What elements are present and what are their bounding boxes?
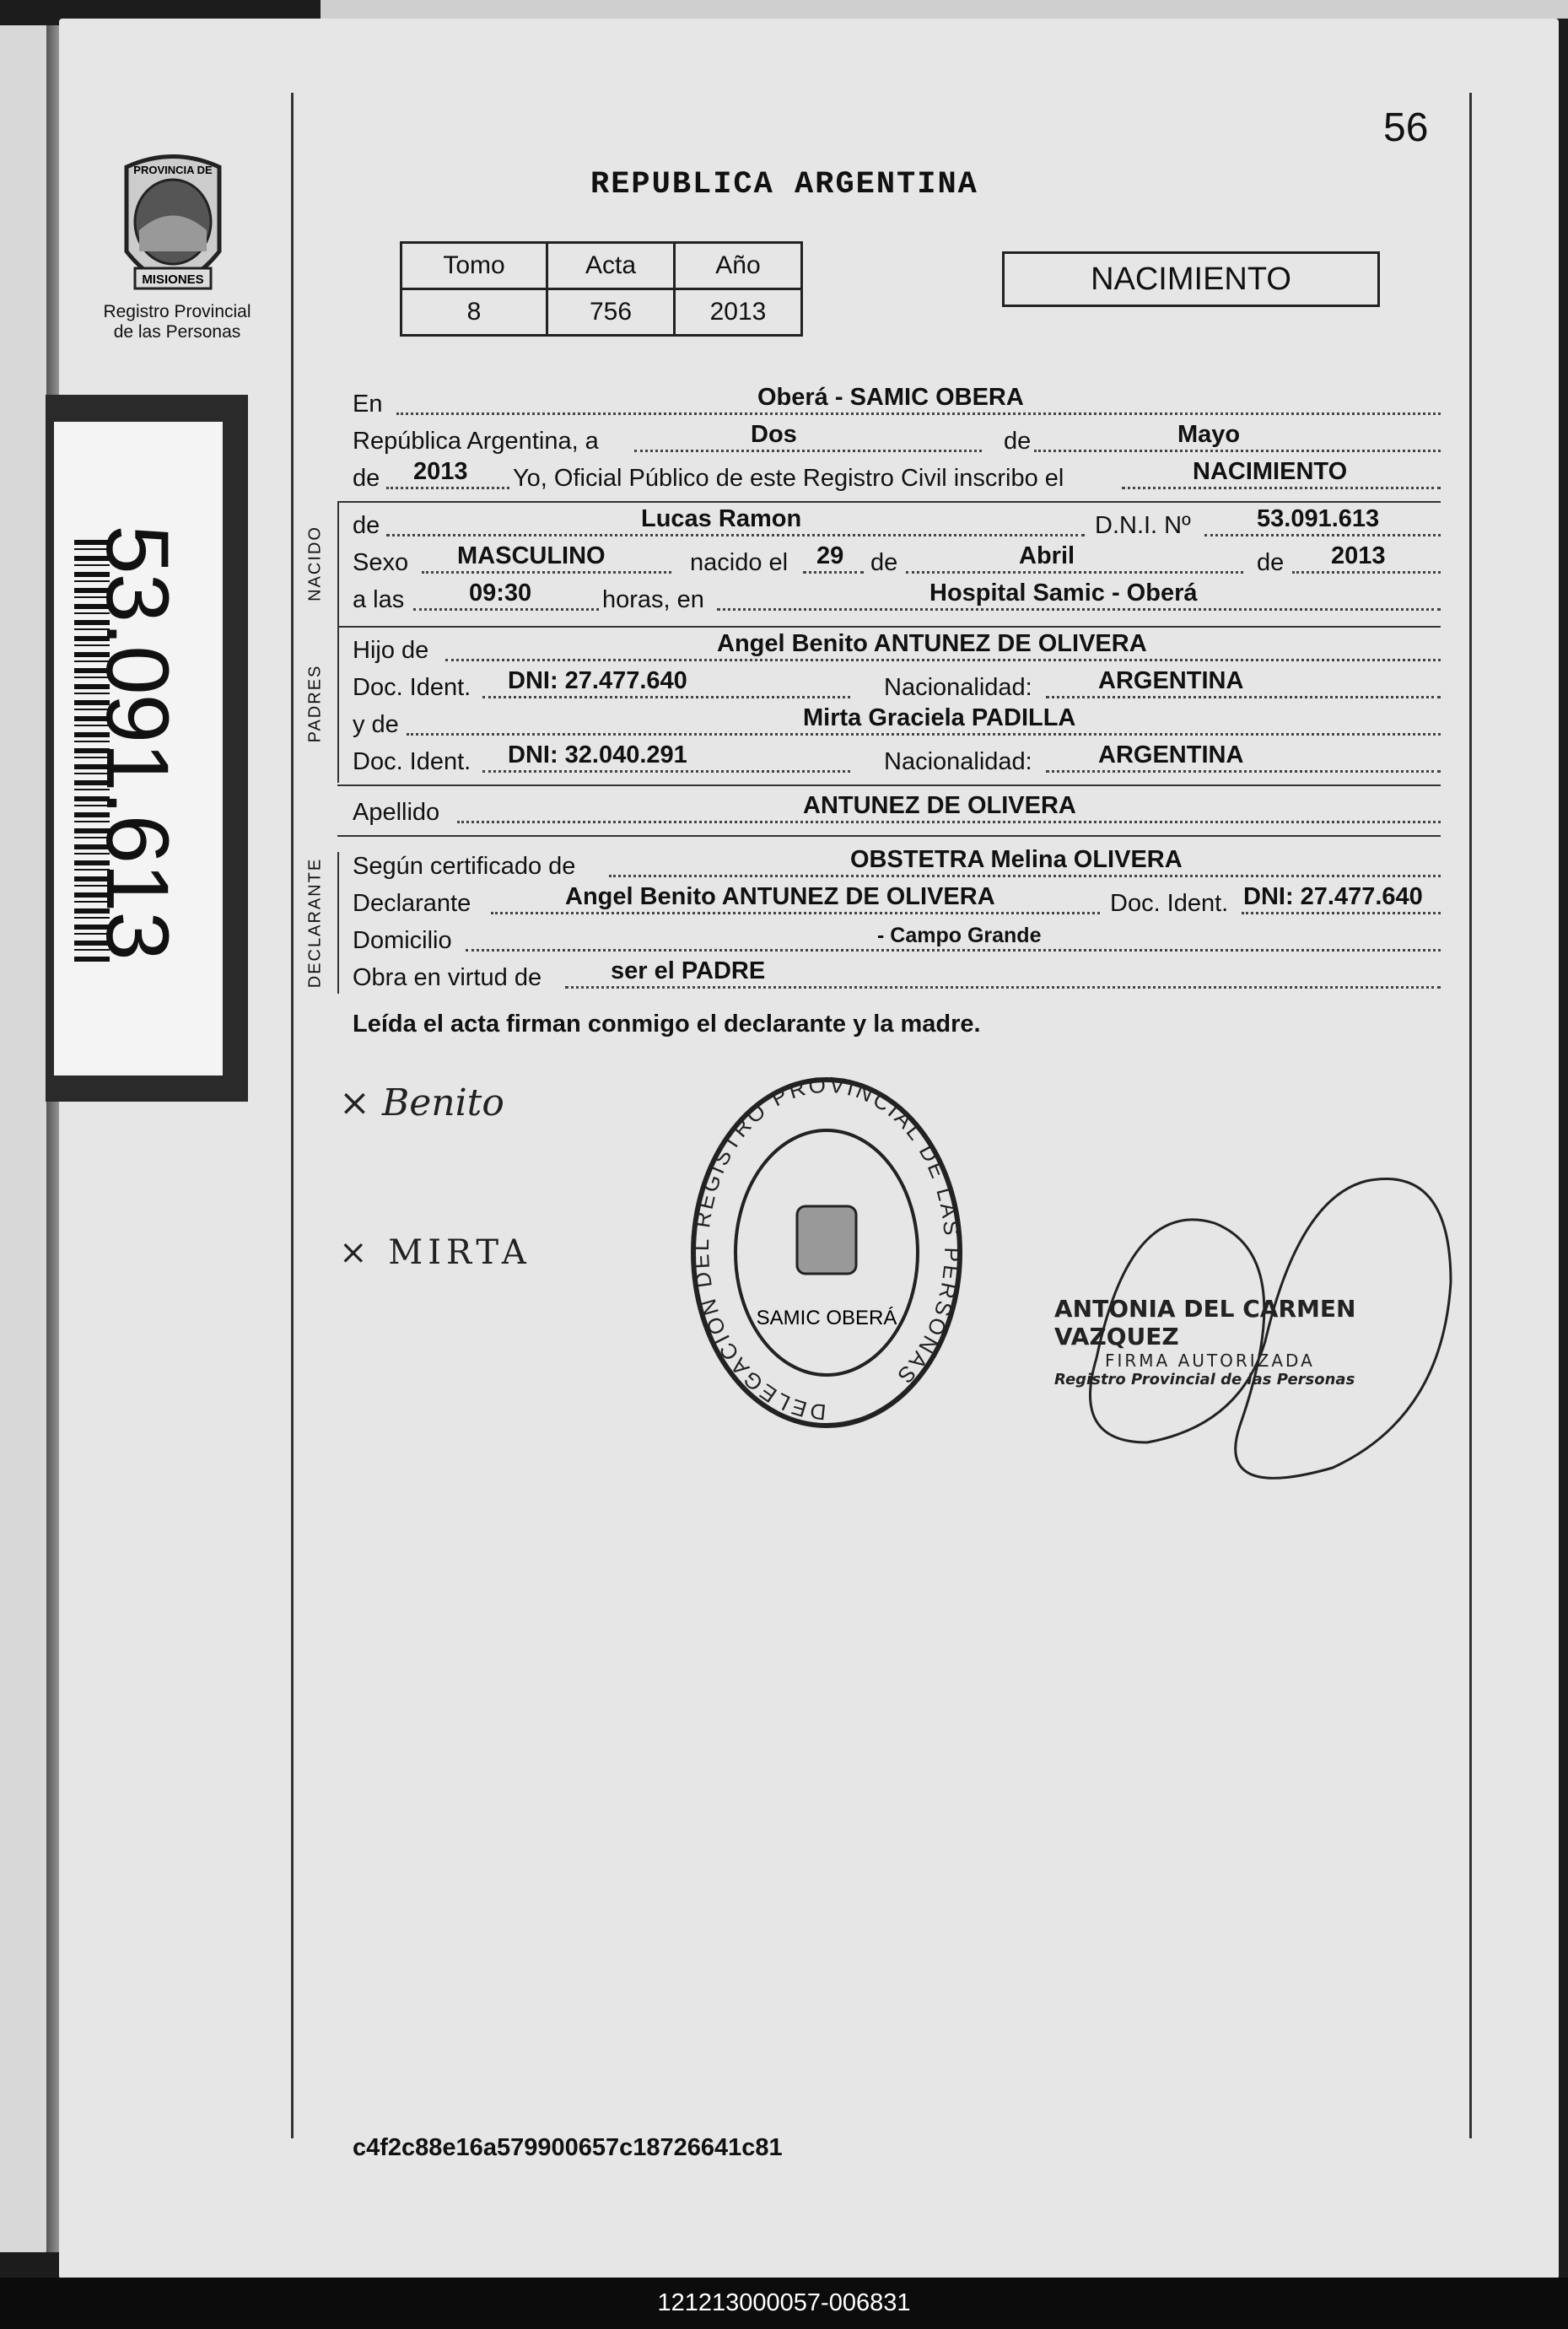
anio-value: 2013	[675, 289, 802, 336]
dotted-line	[422, 571, 671, 574]
section-bracket-declarante	[337, 852, 339, 994]
republica-label: República Argentina, a	[353, 428, 599, 455]
dotted-line	[466, 949, 1441, 952]
doc-label: Doc. Ident.	[353, 674, 471, 701]
de-label: de	[870, 549, 898, 576]
horas-label: horas, en	[602, 586, 704, 613]
seal-inner-text: SAMIC OBERÁ	[756, 1307, 897, 1329]
declarante-signature: × Benito	[339, 1081, 504, 1124]
dotted-line	[803, 571, 864, 574]
closing-statement: Leída el acta firman conmigo el declarante y la madre.	[353, 1011, 981, 1038]
dotted-line	[1292, 571, 1441, 574]
dotted-line	[445, 659, 1441, 661]
section-bracket-padres	[337, 628, 339, 783]
section-divider	[337, 501, 1441, 503]
mes-value: Mayo	[1177, 421, 1241, 448]
hora-value: 09:30	[469, 580, 532, 607]
inscribo-value: NACIMIENTO	[1193, 458, 1348, 485]
dia-value: Dos	[751, 421, 797, 448]
declarante-label: Declarante	[353, 890, 471, 917]
seal-top-text: PROVINCIA DE	[133, 164, 213, 176]
top-page-edge	[321, 0, 1568, 19]
nacionalidad-label: Nacionalidad:	[884, 674, 1032, 701]
nacido-label: nacido el	[690, 549, 789, 576]
seal-ring-text: DELEGACIÓN DEL REGISTRO PROVINCIAL DE LAS PERSONAS	[687, 1071, 966, 1426]
dni-value: 53.091.613	[1257, 505, 1380, 532]
sexo-label: Sexo	[353, 549, 409, 576]
domicilio-value: - Campo Grande	[877, 924, 1042, 947]
dotted-line	[482, 770, 850, 773]
row-domicilio	[353, 923, 1441, 957]
row-nombre	[353, 505, 1441, 542]
left-page-edge	[0, 25, 52, 2252]
doc-label: Doc. Ident.	[1110, 890, 1229, 917]
tomo-value: 8	[401, 289, 547, 336]
dotted-line	[1046, 696, 1441, 698]
row-padre	[353, 630, 1441, 666]
padre-value: Angel Benito ANTUNEZ DE OLIVERA	[717, 630, 1147, 657]
page-title: REPUBLICA ARGENTINA	[590, 167, 978, 202]
apellido-value: ANTUNEZ DE OLIVERA	[803, 792, 1076, 819]
section-divider	[337, 626, 1441, 628]
anio-inscripcion-value: 2013	[413, 458, 468, 485]
en-value: Oberá - SAMIC OBERA	[757, 384, 1024, 411]
row-obra	[353, 957, 1441, 994]
nac-mes-value: Abril	[1019, 542, 1075, 569]
dotted-line	[1204, 534, 1441, 536]
logo-caption-line1: Registro Provincial	[103, 302, 251, 321]
nombre-value: Lucas Ramon	[641, 505, 802, 532]
row-madre	[353, 704, 1441, 741]
dotted-line	[457, 821, 1441, 823]
dni-label: D.N.I. Nº	[1095, 512, 1191, 539]
certificado-value: OBSTETRA Melina OLIVERA	[850, 846, 1183, 873]
row-declarante	[353, 883, 1441, 919]
document-hash: c4f2c88e16a579900657c18726641c81	[353, 2134, 783, 2161]
row-inscribo	[353, 458, 1441, 494]
padre-nacionalidad-value: ARGENTINA	[1098, 667, 1244, 694]
madre-doc-value: DNI: 32.040.291	[508, 741, 687, 768]
sexo-value: MASCULINO	[457, 542, 606, 569]
dotted-line	[906, 571, 1243, 574]
dotted-line	[717, 608, 1441, 611]
official-name: ANTONIA DEL CARMEN VAZQUEZ	[1054, 1295, 1356, 1350]
row-en	[353, 386, 1441, 420]
nac-dia-value: 29	[816, 542, 844, 569]
declarante-value: Angel Benito ANTUNEZ DE OLIVERA	[565, 883, 995, 910]
yde-label: y de	[353, 711, 399, 738]
dotted-line	[386, 487, 509, 489]
de-label: de	[353, 465, 380, 492]
row-hora-lugar	[353, 582, 1441, 616]
en-label: En	[353, 391, 383, 418]
dotted-line	[565, 986, 1441, 989]
left-margin-line	[291, 93, 294, 2138]
nac-anio-value: 2013	[1331, 542, 1386, 569]
de-label: de	[1004, 428, 1032, 455]
registry-seal-icon	[687, 1071, 966, 1434]
madre-signature: × MIRTA	[339, 1233, 531, 1272]
certificado-label: Según certificado de	[353, 853, 576, 880]
dotted-line	[407, 733, 1441, 736]
col-acta: Acta	[547, 243, 675, 289]
scan-code: 121213000057-006831	[657, 2289, 911, 2316]
col-tomo: Tomo	[401, 243, 547, 289]
nombre-label: de	[353, 512, 380, 539]
row-fecha-inscripcion	[353, 423, 1441, 457]
section-divider	[337, 784, 1441, 786]
obra-label: Obra en virtud de	[353, 964, 542, 991]
row-apellido	[353, 792, 1441, 828]
dotted-line	[482, 696, 850, 698]
dotted-line	[1046, 770, 1441, 773]
record-type-box: NACIMIENTO	[1002, 251, 1380, 307]
official-stamp	[1054, 1295, 1392, 1388]
section-declarante-label: DECLARANTE	[305, 857, 325, 989]
madre-value: Mirta Graciela PADILLA	[803, 704, 1076, 731]
nacionalidad-label: Nacionalidad:	[884, 748, 1032, 775]
dotted-line	[396, 412, 1441, 415]
dotted-line	[491, 912, 1100, 914]
row-sexo	[353, 542, 1441, 579]
section-nacido-label: NACIDO	[305, 526, 325, 601]
dotted-line	[386, 534, 1085, 536]
dotted-line	[413, 608, 599, 611]
dotted-line	[1122, 487, 1441, 489]
logo-caption	[84, 302, 270, 342]
row-certificado	[353, 846, 1441, 882]
acta-value: 756	[547, 289, 675, 336]
official-office: Registro Provincial de las Personas	[1054, 1371, 1355, 1388]
barcode-number: 53.091.613	[88, 525, 186, 960]
lugar-value: Hospital Samic - Oberá	[929, 580, 1198, 607]
row-padre-doc	[353, 667, 1441, 704]
apellido-label: Apellido	[353, 799, 440, 826]
alas-label: a las	[353, 586, 405, 613]
province-seal-icon	[110, 150, 236, 304]
doc-label: Doc. Ident.	[353, 748, 471, 775]
section-divider	[337, 835, 1441, 837]
seal-bottom-text: MISIONES	[142, 272, 204, 287]
section-bracket-nacido	[337, 503, 339, 626]
row-madre-doc	[353, 741, 1441, 778]
right-margin-line	[1469, 93, 1472, 2138]
inscribo-text: Yo, Oficial Público de este Registro Civil inscribo el	[513, 465, 1064, 492]
hijo-label: Hijo de	[353, 637, 429, 664]
page-number: 56	[1383, 105, 1429, 150]
dotted-line	[1242, 912, 1441, 914]
col-anio: Año	[675, 243, 802, 289]
padre-doc-value: DNI: 27.477.640	[508, 667, 687, 694]
logo-caption-line2: de las Personas	[113, 322, 241, 342]
section-padres-label: PADRES	[305, 664, 325, 743]
de-label: de	[1257, 549, 1285, 576]
declarante-doc-value: DNI: 27.477.640	[1243, 883, 1423, 910]
dotted-line	[1034, 450, 1441, 452]
madre-nacionalidad-value: ARGENTINA	[1098, 741, 1244, 768]
domicilio-label: Domicilio	[353, 927, 452, 954]
obra-value: ser el PADRE	[611, 957, 766, 984]
dotted-line	[634, 450, 982, 452]
dotted-line	[609, 875, 1441, 877]
registry-table	[400, 241, 803, 337]
official-role: FIRMA AUTORIZADA	[1105, 1350, 1315, 1371]
